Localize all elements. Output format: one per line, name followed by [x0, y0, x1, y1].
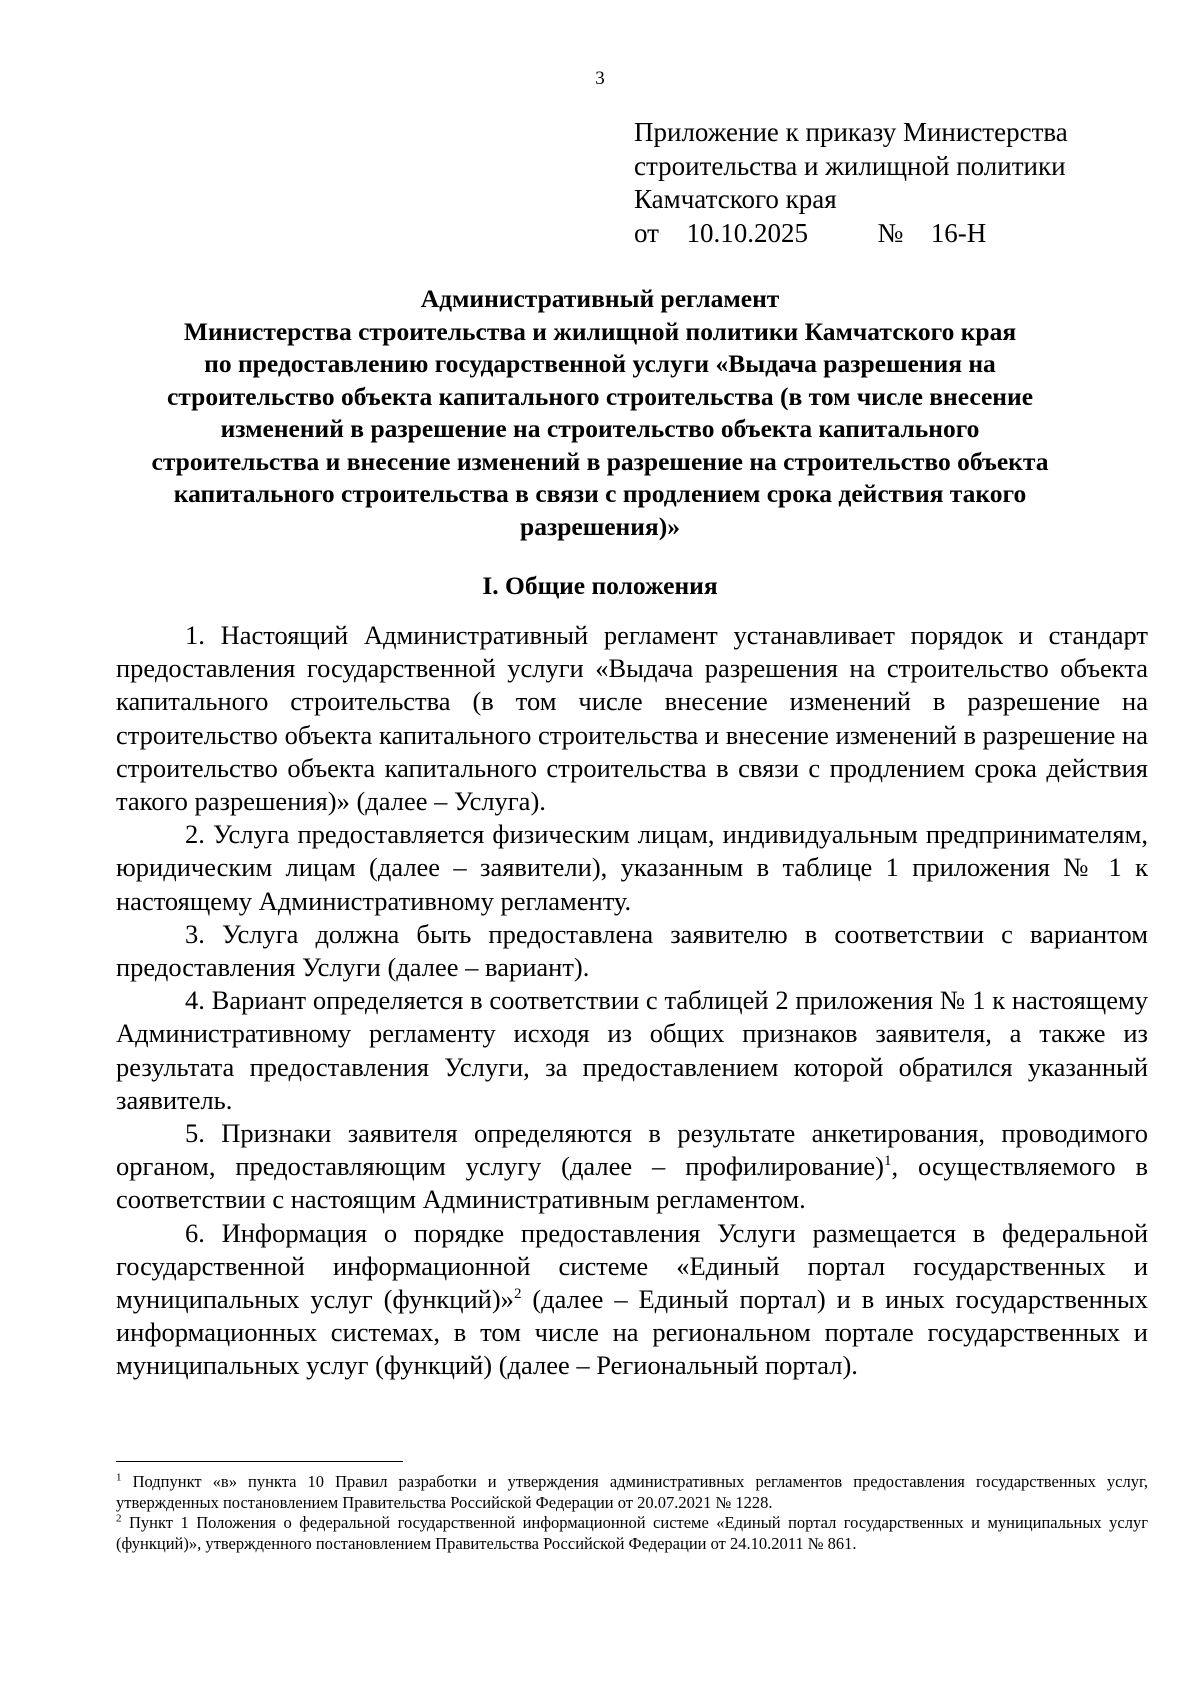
appendix-date-line	[634, 217, 1154, 251]
page-number: 3	[595, 68, 605, 89]
title-line: капитального строительства в связи с продлением срока действия такого	[173, 479, 1027, 508]
title-line: строительства и внесение изменений в разрешение на строительство объекта	[151, 446, 1049, 476]
paragraph-6-text: 6. Информация о порядке предоставления Услуги размещается в федеральной государственной информационной системе «Единый портал государственных и муниципальных услуг (функций)»	[116, 1217, 1148, 1315]
title-line: разрешения)»	[520, 511, 680, 541]
footnote-1	[116, 1472, 1148, 1513]
title-line: Административный регламент	[420, 284, 780, 313]
appendix-line: строительства и жилищной политики	[634, 150, 1066, 181]
footnote-ref-2[interactable]: 2	[513, 1286, 522, 1303]
date-label: от	[634, 217, 659, 248]
title-line: изменений в разрешение на строительство объекта капитального	[220, 414, 980, 443]
appendix-line: Камчатского края	[634, 184, 837, 214]
paragraph-3: 3. Услуга должна быть предоставлена заявителю в соответствии с вариантом предоставления Услуги (далее – вариант).	[116, 918, 1148, 983]
order-number: 16-Н	[930, 217, 987, 248]
appendix-block	[634, 116, 1154, 250]
footnote-mark: 2	[116, 1512, 122, 1525]
order-date: 10.10.2025	[686, 217, 808, 248]
title-line: строительство объекта капитального строительства (в том числе внесение	[166, 381, 1034, 411]
document-title	[100, 283, 1100, 543]
footnotes	[116, 1472, 1148, 1554]
paragraph-2: 2. Услуга предоставляется физическим лицам, индивидуальным предпринимателям, юридическим лицам (далее – заявители), указанным в таблице 1 приложения № 1 к настоящему Административному регламенту.	[116, 819, 1148, 916]
title-line: по предоставлению государственной услуги «Выдача разрешения на	[204, 349, 996, 378]
appendix-line: Приложение к приказу Министерства	[634, 117, 1068, 147]
paragraph-1: 1. Настоящий Административный регламент устанавливает порядок и стандарт предоставления государственной услуги «Выдача разрешения на строительство объекта капитального строительства (в том числе внесение изменений в разрешение на строительство объекта капитального строительства и внесение изменений в разрешение на строительство объекта капитального строительства в связи с продлением срока действия такого разрешения)» (далее – Услуга).	[116, 620, 1148, 817]
paragraph-6-text-end: (далее – Единый портал) и в иных государственных информационных системах, в том числе на региональном портале государственных и муниципальных услуг (функций) (далее – Региональный портал).	[116, 1284, 1148, 1381]
paragraph-5-text: 5. Признаки заявителя определяются в результате анкетирования, проводимого органом, предоставляющим услугу (далее – профилирование)	[116, 1118, 1148, 1182]
body-text	[116, 619, 1148, 1383]
number-label: №	[877, 217, 904, 248]
section-heading: I. Общие положения	[482, 571, 718, 600]
paragraph-5-text-end: , осуществляемого в соответствии с настоящим Административным регламентом.	[116, 1151, 1148, 1215]
footnote-divider	[116, 1461, 403, 1462]
footnote-ref-1[interactable]: 1	[884, 1153, 892, 1170]
footnote-2	[116, 1513, 1148, 1554]
paragraph-5	[116, 1117, 1148, 1217]
footnote-mark: 1	[116, 1471, 122, 1484]
title-line: Министерства строительства и жилищной политики Камчатского края	[183, 316, 1017, 346]
paragraph-4: 4. Вариант определяется в соответствии с таблицей 2 приложения № 1 к настоящему Административному регламенту исходя из общих признаков заявителя, а также из результата предоставления Услуги, за предоставлением которой обратился указанный заявитель.	[116, 985, 1148, 1115]
footnote-text: Пункт 1 Положения о федеральной государственной информационной системе «Единый портал государственных и муниципальных услуг (функций)», утвержденного постановлением Правительства Российской Федерации от 24.10.2011 № 861.	[116, 1513, 1148, 1553]
paragraph-6	[116, 1217, 1148, 1383]
footnote-text: Подпункт «в» пункта 10 Правил разработки и утверждения административных регламентов предоставления государственных услуг, утвержденных постановлением Правительства Российской Федерации от 20.07.2021 № 1228.	[116, 1472, 1148, 1512]
